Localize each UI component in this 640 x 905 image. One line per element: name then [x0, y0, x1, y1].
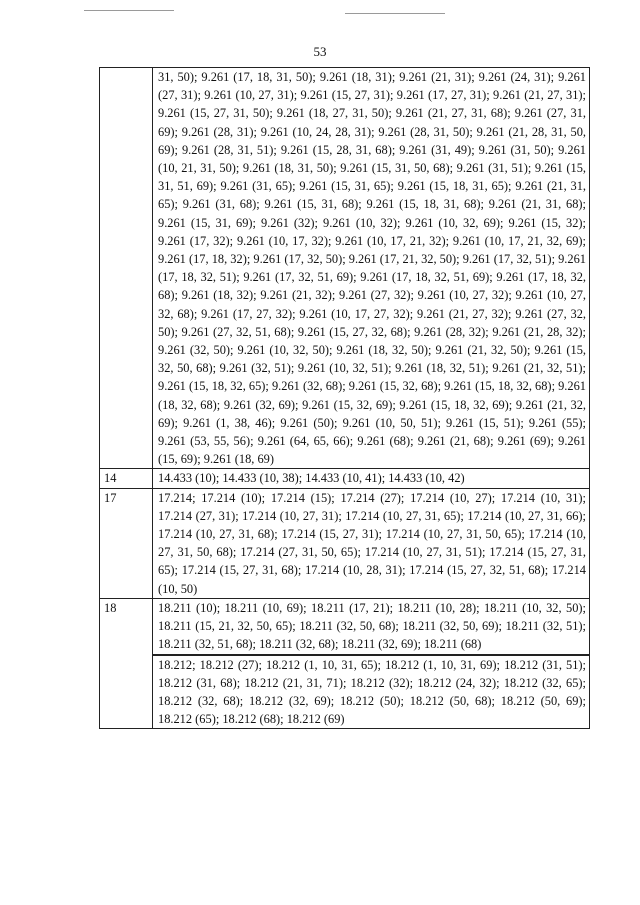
table-row: [100, 68, 590, 469]
table-subrow: [100, 655, 590, 729]
row-number: [100, 68, 153, 469]
page-number: 53: [313, 44, 327, 59]
row-number: 18: [100, 598, 153, 728]
scan-artifact-top-left: [84, 10, 174, 11]
code-table: [99, 67, 590, 729]
row-number: 17: [100, 488, 153, 598]
row-subtext: 18.212; 18.212 (27); 18.212 (1, 10, 31, 65); 18.212 (1, 10, 31, 69); 18.212 (31, 51); 18.212 (31, 68); 18.212 (21, 31, 71); 18.212 (32); 18.212 (24, 32); 18.212 (32, 65); 18.212 (32, 68); 18.212 (32, 69); 18.212 (50); 18.212 (50, 68); 18.212 (50, 69); 18.212 (65); 18.212 (68); 18.212 (69): [153, 655, 590, 729]
row-text: 14.433 (10); 14.433 (10, 38); 14.433 (10, 41); 14.433 (10, 42): [153, 469, 590, 488]
row-text: 17.214; 17.214 (10); 17.214 (15); 17.214 (27); 17.214 (10, 27); 17.214 (10, 31); 17.214 (27, 31); 17.214 (10, 27, 31); 17.214 (10, 27, 31, 65); 17.214 (10, 27, 31, 66); 17.214 (10, 27, 31, 68); 17.214 (15, 27, 31); 17.214 (10, 27, 31, 50, 65); 17.214 (10, 27, 31, 50, 68); 17.214 (27, 31, 50, 65); 17.214 (10, 27, 31, 51); 17.214 (15, 27, 31, 65); 17.214 (15, 27, 31, 68); 17.214 (10, 28, 31); 17.214 (15, 27, 32, 51, 68); 17.214 (10, 50): [153, 488, 590, 598]
table-row: [100, 488, 590, 598]
row-number: 14: [100, 469, 153, 488]
row-text: 31, 50); 9.261 (17, 18, 31, 50); 9.261 (18, 31); 9.261 (21, 31); 9.261 (24, 31); 9.261 (27, 31); 9.261 (10, 27, 31); 9.261 (15, 27, 31); 9.261 (17, 27, 31); 9.261 (21, 27, 31); 9.261 (15, 27, 31, 50); 9.261 (18, 27, 31, 50); 9.261 (21, 27, 31, 68); 9.261 (27, 31, 69); 9.261 (28, 31); 9.261 (10, 24, 28, 31); 9.261 (28, 31, 50); 9.261 (21, 28, 31, 50, 69); 9.261 (28, 31, 51); 9.261 (15, 28, 31, 68); 9.261 (31, 49); 9.261 (31, 50); 9.261 (10, 21, 31, 50); 9.261 (18, 31, 50); 9.261 (15, 31, 50, 68); 9.261 (31, 51); 9.261 (15, 31, 51, 69); 9.261 (31, 65); 9.261 (15, 31, 65); 9.261 (15, 18, 31, 65); 9.261 (21, 31, 65); 9.261 (31, 68); 9.261 (15, 31, 68); 9.261 (15, 18, 31, 68); 9.261 (21, 31, 68); 9.261 (15, 31, 69); 9.261 (32); 9.261 (10, 32); 9.261 (10, 32, 69); 9.261 (15, 32); 9.261 (17, 32); 9.261 (10, 17, 32); 9.261 (10, 17, 21, 32); 9.261 (10, 17, 21, 32, 69); 9.261 (17, 18, 32); 9.261 (17, 32, 50); 9.261 (17, 21, 32, 50); 9.261 (17, 32, 51); 9.261 (17, 18, 32, 51); 9.261 (17, 32, 51, 69); 9.261 (17, 18, 32, 51, 69); 9.261 (17, 18, 32, 68); 9.261 (18, 32); 9.261 (21, 32); 9.261 (27, 32); 9.261 (10, 27, 32); 9.261 (10, 27, 32, 68); 9.261 (17, 27, 32); 9.261 (10, 17, 27, 32); 9.261 (21, 27, 32); 9.261 (27, 32, 50); 9.261 (27, 32, 51, 68); 9.261 (15, 27, 32, 68); 9.261 (28, 32); 9.261 (21, 28, 32); 9.261 (32, 50); 9.261 (10, 32, 50); 9.261 (18, 32, 50); 9.261 (21, 32, 50); 9.261 (15, 32, 50, 68); 9.261 (32, 51); 9.261 (10, 32, 51); 9.261 (18, 32, 51); 9.261 (21, 32, 51); 9.261 (15, 18, 32, 65); 9.261 (32, 68); 9.261 (15, 32, 68); 9.261 (15, 18, 32, 68); 9.261 (18, 32, 68); 9.261 (32, 69); 9.261 (15, 32, 69); 9.261 (15, 18, 32, 69); 9.261 (21, 32, 69); 9.261 (1, 38, 46); 9.261 (50); 9.261 (10, 50, 51); 9.261 (15, 51); 9.261 (55); 9.261 (53, 55, 56); 9.261 (64, 65, 66); 9.261 (68); 9.261 (21, 68); 9.261 (69); 9.261 (15, 69); 9.261 (18, 69): [153, 68, 590, 469]
table-row: [100, 469, 590, 488]
scan-artifact-top-right: [345, 13, 445, 14]
row-text: 18.211 (10); 18.211 (10, 69); 18.211 (17, 21); 18.211 (10, 28); 18.211 (10, 32, 50); 18.211 (15, 21, 32, 50, 65); 18.211 (32, 50, 68); 18.211 (32, 50, 69); 18.211 (32, 51); 18.211 (32, 51, 68); 18.211 (32, 68); 18.211 (32, 69); 18.211 (68): [153, 598, 590, 654]
table-row: [100, 598, 590, 654]
